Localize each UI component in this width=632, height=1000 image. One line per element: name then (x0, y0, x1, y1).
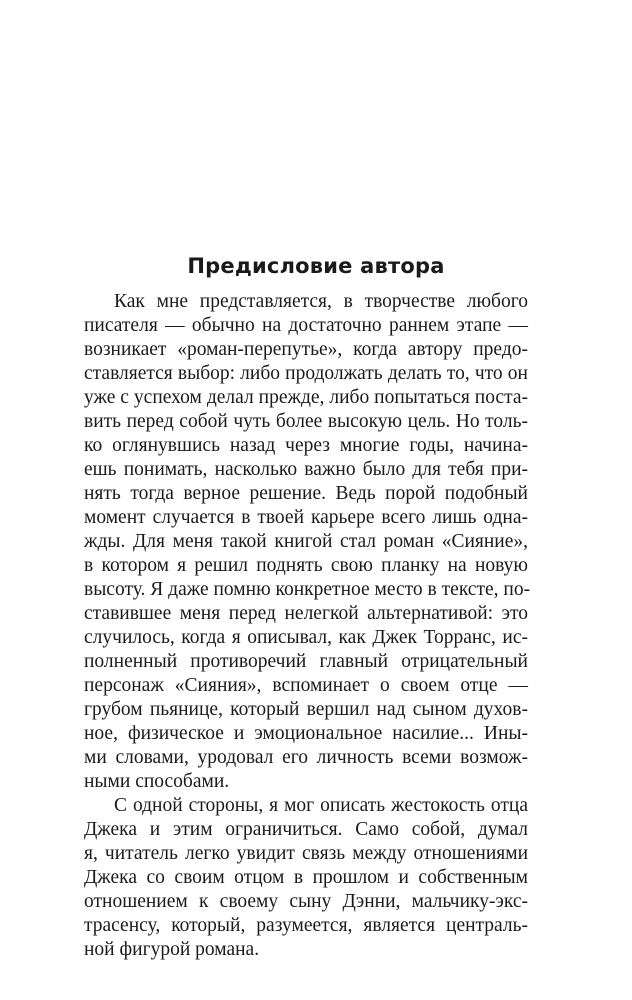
page-title: Предисловие автора (187, 254, 445, 278)
text-line: полненный противоречий главный отрицательный (84, 651, 528, 672)
text-line: ставившее меня перед нелегкой альтернативой: это (84, 603, 528, 624)
body-text (84, 290, 531, 962)
text-line: я, читатель легко увидит связь между отношениями (84, 843, 528, 864)
text-line: ными способами. (84, 771, 230, 792)
text-line: нять тогда верное решение. Ведь порой подобный (84, 483, 528, 504)
text-line: ное, физическое и эмоциональное насилие... Ины- (84, 723, 528, 744)
text-line: Джека и этим ограничиться. Само собой, думал (84, 819, 528, 840)
text-line: персонаж «Сияния», вспоминает о своем отце — (84, 675, 528, 696)
text-line: ставляется выбор: либо продолжать делать то, что он (84, 363, 528, 384)
text-line: Джека со своим отцом в прошлом и собственным (84, 867, 528, 888)
text-line: отношением к своему сыну Дэнни, мальчику-экс- (84, 891, 528, 912)
text-line: С одной стороны, я мог описать жестокость отца (114, 795, 528, 816)
text-line: уже с успехом делал прежде, либо попытаться поста- (84, 387, 528, 408)
text-line: ешь понимать, насколько важно было для тебя при- (84, 459, 528, 480)
text-line: в котором я решил поднять свою планку на новую (84, 555, 528, 576)
text-line: возникает «роман-перепутье», когда автору предо- (84, 339, 528, 360)
text-line: случилось, когда я описывал, как Джек Торранс, ис- (84, 627, 528, 648)
text-line: ко оглянувшись назад через многие годы, начина- (84, 435, 528, 456)
text-line: трасенсу, который, разумеется, является централь- (84, 915, 528, 936)
text-line: грубом пьянице, который вершил над сыном духов- (84, 699, 528, 720)
text-line: ми словами, уродовал его личность всеми возмож- (84, 747, 528, 768)
paragraph-2 (84, 794, 528, 962)
text-line: ной фигурой романа. (84, 939, 260, 960)
text-line: жды. Для меня такой книгой стал роман «Сияние», (84, 531, 528, 552)
text-line: вить перед собой чуть более высокую цель. Но толь- (84, 411, 528, 432)
text-line: момент случается в твоей карьере всего лишь одна- (84, 507, 528, 528)
paragraph-1 (84, 290, 531, 794)
text-line: Как мне представляется, в творчестве любого (114, 291, 528, 312)
text-line: писателя — обычно на достаточно раннем этапе — (84, 315, 528, 336)
text-line: высоту. Я даже помню конкретное место в тексте, по- (84, 579, 531, 600)
